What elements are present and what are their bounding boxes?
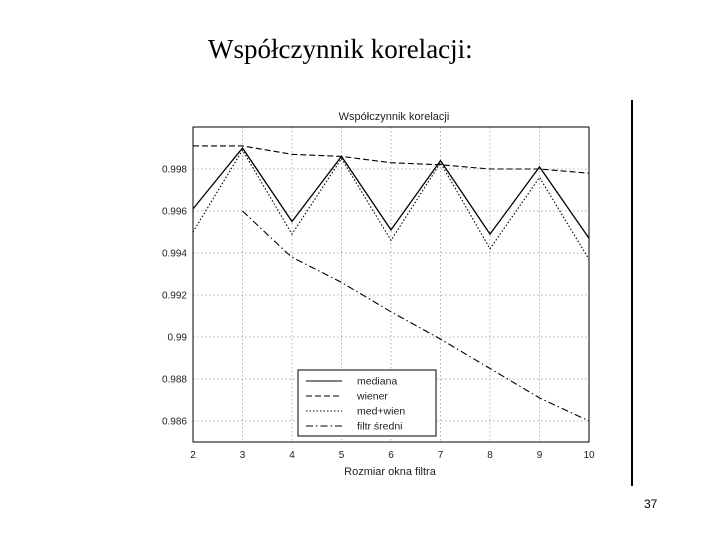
y-tick-label: 0.996 <box>161 206 187 218</box>
x-tick-label: 6 <box>388 450 394 461</box>
legend-label: filtr średni <box>357 420 403 433</box>
series-line-1 <box>193 148 589 238</box>
x-tick-label: 10 <box>583 450 595 461</box>
x-tick-label: 7 <box>437 450 444 461</box>
y-tick-label: 0.986 <box>161 416 187 428</box>
legend <box>298 370 436 436</box>
vertical-divider-line <box>631 100 633 486</box>
y-tick-label: 0.988 <box>161 374 187 386</box>
x-tick-label: 8 <box>487 450 493 461</box>
x-tick-label: 3 <box>239 450 246 461</box>
slide-title: Współczynnik korelacji: <box>208 34 473 64</box>
x-tick-label: 9 <box>536 450 543 461</box>
correlation-chart <box>150 104 610 484</box>
legend-label: wiener <box>357 390 388 403</box>
x-tick-label: 4 <box>289 450 295 461</box>
legend-label: mediana <box>357 375 398 388</box>
series-line-3 <box>193 150 589 259</box>
chart-title: Współczynnik korelacji <box>338 111 450 123</box>
x-axis-label: Rozmiar okna filtra <box>344 466 436 478</box>
page-number: 37 <box>644 497 658 511</box>
legend-label: med+wien <box>357 405 406 418</box>
x-tick-label: 2 <box>190 450 196 461</box>
x-tick-label: 5 <box>338 450 345 461</box>
y-tick-label: 0.99 <box>167 332 187 344</box>
y-tick-label: 0.994 <box>161 248 187 260</box>
y-tick-label: 0.992 <box>161 290 187 302</box>
y-tick-label: 0.998 <box>161 164 187 176</box>
